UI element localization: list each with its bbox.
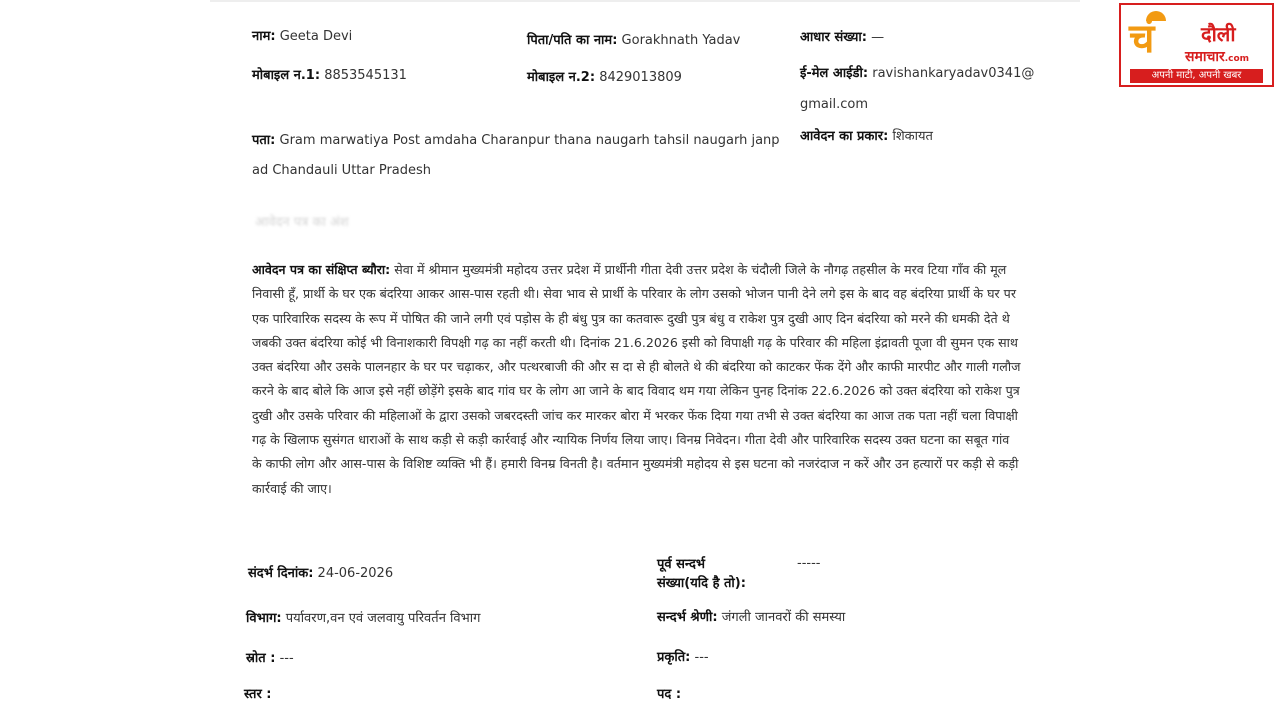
name-label: नाम:: [252, 29, 276, 44]
mobile1-value: 8853545131: [324, 68, 407, 83]
logo-domain: .com: [1224, 54, 1250, 64]
nature-field: [657, 647, 709, 665]
address-label: पता:: [252, 133, 276, 148]
application-type-value: शिकायत: [892, 129, 933, 144]
level-field: [244, 684, 272, 702]
previous-reference-value: -----: [797, 556, 821, 571]
aadhaar-label: आधार संख्या:: [800, 30, 867, 45]
level-label: स्तर :: [244, 687, 272, 702]
department-value: पर्यावरण,वन एवं जलवायु परिवर्तन विभाग: [285, 611, 481, 626]
source-value: ---: [279, 651, 294, 666]
reference-category-label: सन्दर्भ श्रेणी:: [657, 610, 718, 625]
email-value-line2: gmail.com: [800, 97, 869, 112]
source-label: स्रोत :: [246, 651, 276, 666]
department-field: [246, 608, 480, 626]
father-name-field: [527, 30, 740, 48]
application-summary: [252, 258, 1022, 501]
logo-brand-main: चं: [1129, 15, 1155, 62]
aadhaar-value: —: [871, 30, 885, 45]
previous-reference-label-line1: पूर्व सन्दर्भ: [657, 557, 705, 572]
email-field: [800, 63, 1034, 81]
faint-heading: आवेदन पत्र का अंश: [255, 215, 349, 230]
mobile2-field: [527, 67, 682, 85]
address-line2: ad Chandauli Uttar Pradesh: [252, 163, 432, 178]
chandauli-samachar-logo[interactable]: [1119, 3, 1274, 87]
logo-brand-bottom-text: समाचार: [1185, 49, 1225, 65]
name-value: Geeta Devi: [279, 29, 353, 44]
previous-reference-field: [657, 555, 746, 593]
reference-date-value: 24-06-2026: [317, 566, 394, 581]
email-label: ई-मेल आईडी:: [800, 66, 869, 81]
summary-label: आवेदन पत्र का संक्षिप्त ब्यौरा:: [252, 262, 391, 277]
mobile2-label: मोबाइल न.2:: [527, 70, 596, 85]
top-border: [210, 0, 1080, 2]
reference-category-field: [657, 607, 845, 625]
logo-brand-bottom: [1185, 47, 1249, 66]
department-label: विभाग:: [246, 611, 282, 626]
post-label: पद :: [657, 687, 682, 702]
father-name-value: Gorakhnath Yadav: [621, 33, 741, 48]
mobile1-label: मोबाइल न.1:: [252, 68, 321, 83]
post-field: [657, 684, 681, 702]
email-value-line1: ravishankaryadav0341@: [872, 66, 1035, 81]
reference-category-value: जंगली जानवरों की समस्या: [721, 610, 846, 625]
father-name-label: पिता/पति का नाम:: [527, 33, 618, 48]
summary-text: सेवा में श्रीमान मुख्यमंत्री महोदय उत्तर प्रदेश में प्रार्थीनी गीता देवी उत्तर प्रदेश के चंदौली जिले के नौगढ़ तहसील के मरव टिया गाँव की मूल निवासी हूँ, प्रार्थी के घर एक बंदरिया आकर आस-पास रहती थी। सेवा भाव से प्रार्थी के परिवार के लोग उसको भोजन पानी देने लगे इस के बाद वह बंदरिया प्रार्थी के घर पर एक पारिवारिक सदस्य के रूप में पोषित की जाने लगी एवं पड़ोस के ही बंधु पुत्र का कतवारू दुखी पुत्र बंधु व राकेश पुत्र दुखी आए दिन बंदरिया को मरने की धमकी देते थे जबकी उक्त बंदरिया कोई भी विनाशकारी विपक्षी गढ़ का नहीं करती थी। दिनांक 21.6.2026 इसी को विपाक्षी गढ़ के परिवार की महिला इंद्रावती पूजा वी सुमन एक साथ उक्त बंदरिया और उसके पालनहार के घर पर चढ़ाकर, और पत्थरबाजी की और स दा से ही बोलते थे की बंदरिया को काटकर फेंक देंगे और काफी मारपीट और गाली गलौज करने के बाद बोले कि आज इसे नहीं छोड़ेंगे इसके बाद गांव घर के लोग आ जाने के बाद विवाद थम गया लेकिन पुनह दिनांक 22.6.2026 को उक्त बंदरिया को राकेश पुत्र दुखी और उसके परिवार की महिलाओं के द्वारा उसको जबरदस्ती जांच कर मारकर बोरा में भरकर फेंक दिया गया तभी से उक्त बंदरिया का आज तक पता नहीं चला विपाक्षी गढ़ के खिलाफ सुसंगत धाराओं के साथ कड़ी से कड़ी कार्रवाई और न्यायिक निर्णय लिया जाए। विनम्र निवेदन। गीता देवी और पारिवारिक सदस्य उक्त घटना का सबूत गांव के काफी लोग और आस-पास के विशिष्ट व्यक्ति भी हैं। हमारी विनम्र विनती है। वर्तमान मुख्यमंत्री महोदय से इस घटना को नजरंदाज न करें और उन हत्यारों पर कड़ी से कड़ी कार्रवाई की जाए।: [252, 262, 1021, 496]
nature-label: प्रकृति:: [657, 650, 691, 665]
mobile2-value: 8429013809: [599, 70, 682, 85]
aadhaar-field: [800, 27, 884, 45]
name-field: [252, 26, 352, 44]
previous-reference-label-line2: संख्या(यदि है तो):: [657, 576, 746, 591]
nature-value: ---: [694, 650, 709, 665]
logo-tagline: अपनी माटी, अपनी खबर: [1130, 69, 1263, 83]
address-line1: Gram marwatiya Post amdaha Charanpur thana naugarh tahsil naugarh janp: [279, 133, 780, 148]
source-field: [246, 648, 294, 666]
address-field: [252, 130, 780, 148]
reference-date-label: संदर्भ दिनांक:: [248, 566, 314, 581]
mobile1-field: [252, 65, 407, 83]
reference-date-field: [248, 563, 393, 581]
application-type-field: [800, 126, 933, 144]
application-type-label: आवेदन का प्रकार:: [800, 129, 889, 144]
logo-brand-top: दौली: [1201, 22, 1236, 46]
